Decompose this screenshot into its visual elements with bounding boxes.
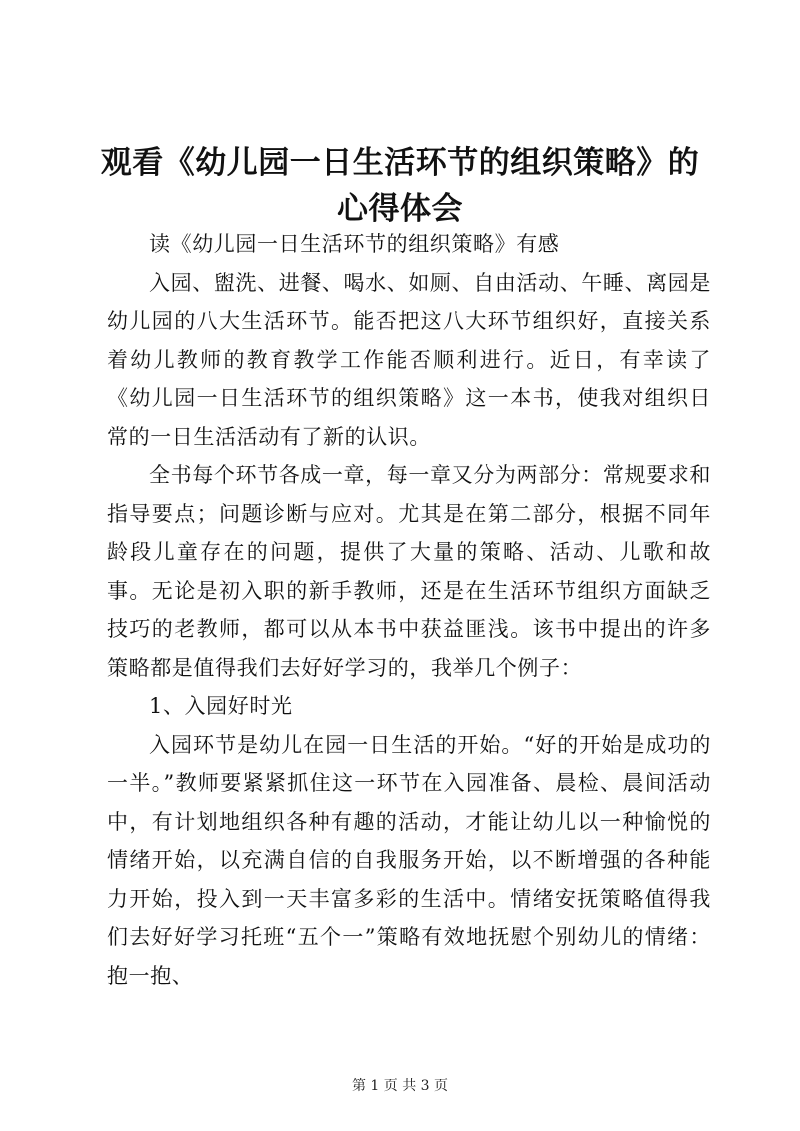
section-heading-1: 1、入园好时光	[149, 694, 293, 718]
paragraph-entry-routine: 入园环节是幼儿在园一日生活的开始。“好的开始是成功的一半。”教师要紧紧抓住这一环节在入园准备、晨检、晨间活动中，有计划地组织各种有趣的活动，才能让幼儿以一种愉悦的情绪开始，以充满自信的自我服务开始，以不断增强的各种能力开始，投入到一天丰富多彩的生活中。情绪安抚策略值得我们去好好学习托班“五个一”策略有效地抚慰个别幼儿的情绪：抱一抱、	[107, 732, 711, 988]
document-title: 观看《幼儿园一日生活环节的组织策略》的心得体会	[100, 145, 700, 227]
page-footer: 第 1 页 共 3 页	[351, 1078, 449, 1094]
paragraph-book-structure: 全书每个环节各成一章，每一章又分为两部分：常规要求和指导要点；问题诊断与应对。尤其是在第二部分，根据不同年龄段儿童存在的问题，提供了大量的策略、活动、儿歌和故事。无论是初入职的新手教师，还是在生活环节组织方面缺乏技巧的老教师，都可以从本书中获益匪浅。该书中提出的许多策略都是值得我们去好好学习的，我举几个例子：	[107, 463, 711, 680]
document-body	[107, 225, 711, 995]
paragraph-intro: 入园、盥洗、进餐、喝水、如厕、自由活动、午睡、离园是幼儿园的八大生活环节。能否把这八大环节组织好，直接关系着幼儿教师的教育教学工作能否顺利进行。近日，有幸读了《幼儿园一日生活环节的组织策略》这一本书，使我对组织日常的一日生活活动有了新的认识。	[107, 270, 711, 449]
paragraph-subtitle: 读《幼儿园一日生活环节的组织策略》有感	[149, 232, 560, 256]
